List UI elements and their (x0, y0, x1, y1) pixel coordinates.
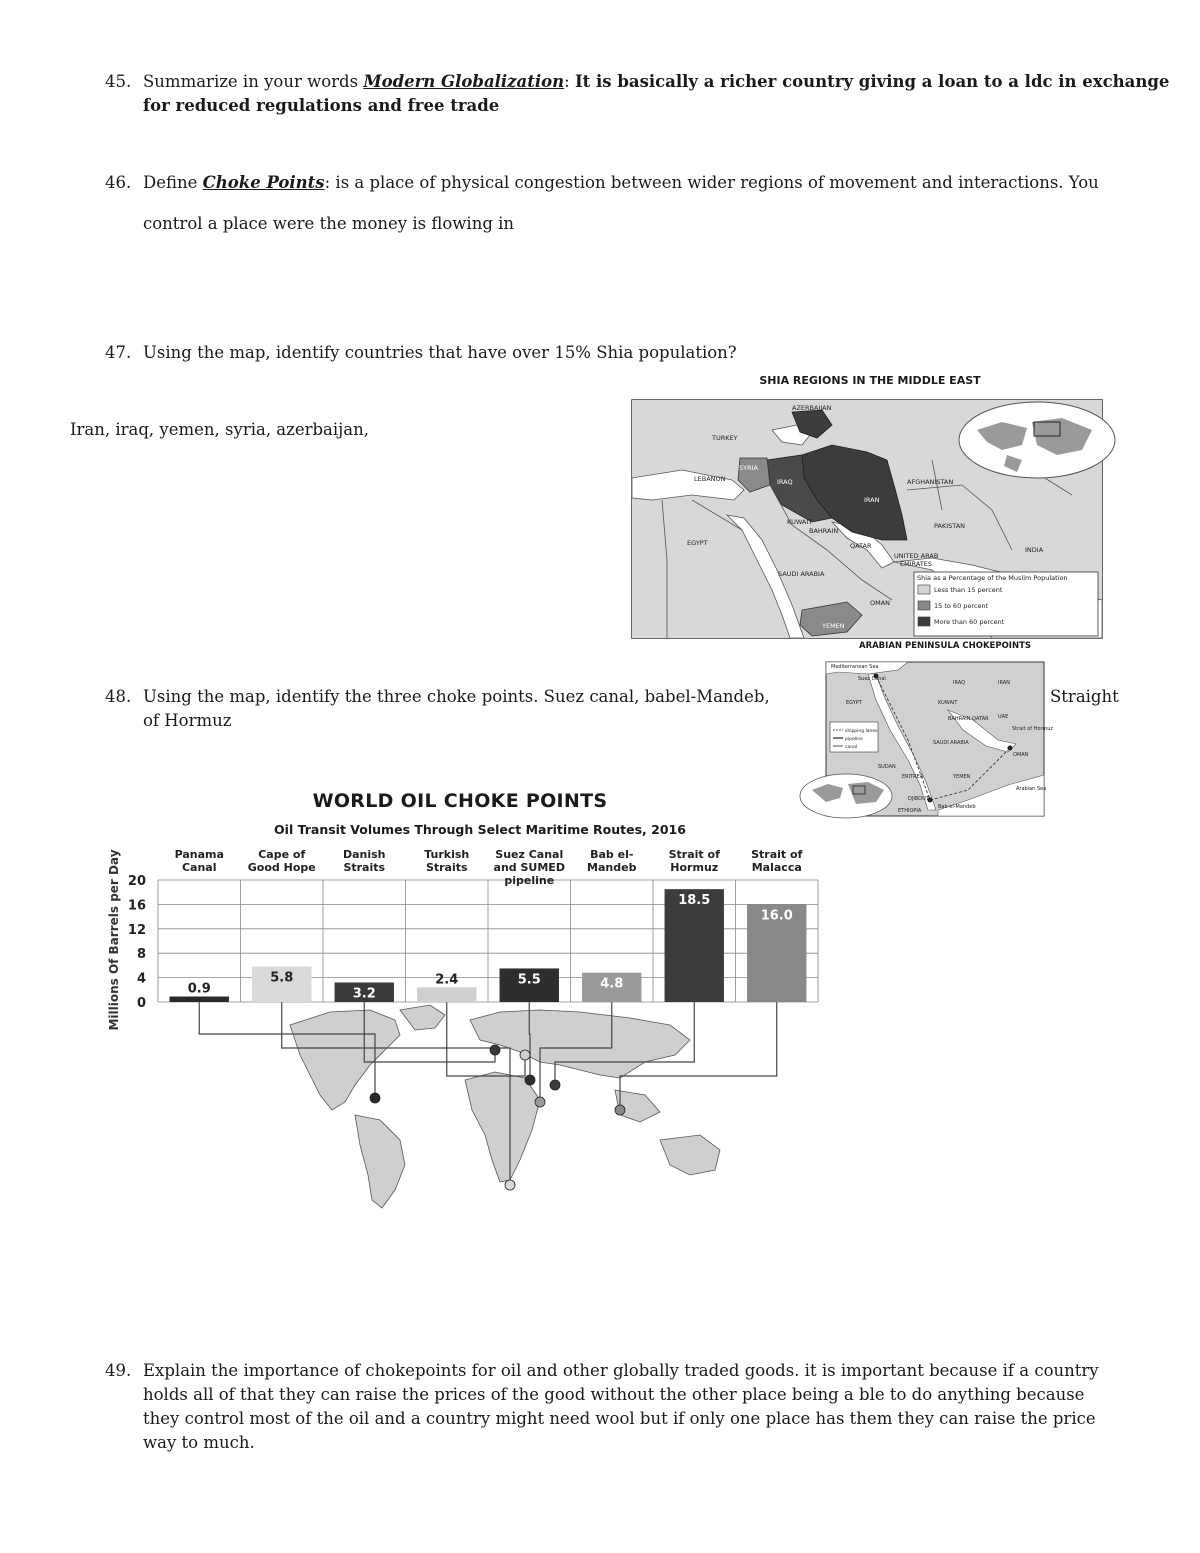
question-text: Using the map, identify countries that have over 15% Shia population? (143, 343, 737, 362)
answer-49-line4: way to much. (143, 1433, 255, 1452)
legend-canal: canal (845, 745, 858, 750)
choke-point-marker (525, 1075, 535, 1085)
category-label: Canal (181, 861, 217, 874)
label-yemen: YEMEN (953, 774, 971, 780)
label-saudi: SAUDI ARABIA (933, 740, 969, 746)
category-label: and SUMED (493, 861, 565, 874)
label-ethiopia: ETHIOPIA (898, 808, 922, 814)
shia-map-legend (914, 572, 1098, 636)
y-tick-label: 12 (127, 922, 146, 938)
question-prefix: Summarize in your words (143, 72, 364, 91)
bar-value-label: 5.5 (517, 972, 541, 988)
category-label: Panama (174, 848, 224, 861)
world-map (290, 1005, 720, 1208)
legend-pipeline: pipeline (845, 737, 863, 742)
label-india: INDIA (1025, 546, 1044, 554)
label-arabian-sea: Arabian Sea (1016, 786, 1047, 792)
colon: : (564, 72, 570, 91)
label-iran: IRAN (998, 680, 1010, 686)
shia-map-title: SHIA REGIONS IN THE MIDDLE EAST (759, 374, 981, 387)
choke-point-marker (520, 1050, 530, 1060)
shia-map (632, 400, 1102, 638)
question-number: 48. (105, 687, 132, 706)
question-number: 47. (105, 343, 132, 362)
legend-item-low: Less than 15 percent (934, 586, 1003, 594)
y-tick-label: 8 (136, 947, 146, 963)
legend-shipping: shipping lanes (845, 729, 878, 734)
answer-45-line1: It is basically a richer country giving a loan to a ldc in exchange (574, 72, 1170, 91)
label-lebanon: LEBANON (694, 475, 726, 483)
label-pakistan: PAKISTAN (934, 522, 966, 530)
choke-point-marker (550, 1080, 560, 1090)
label-syria: SYRIA (739, 464, 758, 472)
label-afghanistan: AFGHANISTAN (907, 478, 954, 486)
category-label: Straits (343, 861, 386, 874)
answer-46-line1: : is a place of physical congestion between wider regions of movement and interactions. You (324, 173, 1099, 192)
answer-49-line2: holds all of that they can raise the prices of the good without the other place being a ble to do anything because (143, 1385, 1085, 1404)
chart-title: WORLD OIL CHOKE POINTS (312, 790, 608, 812)
label-med-sea: Mediterranean Sea (831, 664, 879, 670)
arabian-map-legend (830, 722, 878, 752)
label-uae-1: UNITED ARAB (894, 552, 939, 560)
label-bahrain-qatar: BAHRAIN QATAR (948, 716, 989, 722)
category-label: Strait of (751, 848, 803, 861)
bar (417, 987, 476, 1002)
y-tick-label: 20 (127, 874, 146, 889)
choke-point-marker (505, 1180, 515, 1190)
question-number: 46. (105, 173, 132, 192)
y-axis-label: Millions Of Barrels per Day (107, 849, 121, 1031)
label-qatar: QATAR (850, 542, 872, 550)
answer-45-line2: for reduced regulations and free trade (143, 96, 500, 115)
answer-47: Iran, iraq, yemen, syria, azerbaijan, (70, 420, 369, 439)
choke-point-marker (535, 1097, 545, 1107)
category-label: Turkish (424, 848, 470, 861)
label-uae: UAE (998, 714, 1009, 720)
question-number: 45. (105, 72, 132, 91)
label-bahrain: BAHRAIN (809, 527, 839, 535)
bar-value-label: 18.5 (678, 893, 711, 909)
legend-title: Shia as a Percentage of the Muslim Population (917, 574, 1068, 582)
legend-item-mid: 15 to 60 percent (934, 602, 989, 610)
category-label: Danish (342, 848, 386, 861)
label-iraq: IRAQ (777, 478, 793, 486)
choke-point-marker (615, 1105, 625, 1115)
category-label: Straits (425, 861, 468, 874)
y-tick-label: 4 (136, 971, 146, 987)
label-bab: Bab el-Mandeb (938, 804, 976, 810)
chart-subtitle: Oil Transit Volumes Through Select Maritime Routes, 2016 (274, 822, 686, 837)
arabian-map-title: ARABIAN PENINSULA CHOKEPOINTS (858, 641, 1032, 651)
term-choke-points: Choke Points (202, 173, 325, 192)
label-iraq: IRAQ (953, 680, 966, 686)
bar-value-label: 0.9 (187, 981, 211, 997)
category-label: Cape of (258, 848, 306, 861)
bar-value-label: 5.8 (270, 970, 294, 986)
y-tick-label: 0 (136, 996, 146, 1011)
oil-chart (100, 840, 840, 1220)
legend-item-high: More than 60 percent (934, 618, 1005, 626)
label-egypt: EGYPT (846, 700, 862, 706)
label-suez: Suez Canal (858, 676, 886, 682)
label-turkey: TURKEY (712, 434, 738, 442)
term-modern-globalization: Modern Globalization (363, 72, 565, 91)
arabian-map (798, 660, 1054, 820)
label-azerbaijan: AZERBAIJAN (792, 404, 832, 412)
y-tick-label: 16 (127, 898, 146, 914)
category-label: Strait of (668, 848, 720, 861)
choke-point-marker (490, 1045, 500, 1055)
question-number: 49. (105, 1361, 132, 1380)
question-text-line2: of Hormuz (143, 711, 232, 730)
question-prefix: Define (143, 173, 203, 192)
label-kuwait: KUWAIT (938, 700, 958, 706)
label-yemen: YEMEN (822, 622, 845, 630)
bar-value-label: 3.2 (352, 986, 376, 1002)
label-uae-2: EMIRATES (900, 560, 933, 568)
label-djibouti: DJIBOUTI (908, 796, 931, 802)
bar-value-label: 2.4 (435, 972, 459, 988)
bar-value-label: 16.0 (760, 908, 793, 924)
category-label: Bab el- (590, 848, 634, 861)
label-oman: OMAN (1013, 752, 1029, 758)
label-sudan: SUDAN (878, 764, 896, 770)
bar-value-label: 4.8 (600, 976, 624, 992)
label-iran: IRAN (864, 496, 880, 504)
category-label: pipeline (504, 874, 555, 887)
label-eritrea: ERITREA (902, 774, 924, 780)
choke-point-marker (370, 1093, 380, 1103)
label-saudi: SAUDI ARABIA (778, 570, 825, 578)
bar (170, 997, 229, 1002)
question-48-continuation: Straight (1050, 687, 1119, 706)
category-label: Mandeb (587, 861, 637, 874)
answer-46-line2: control a place were the money is flowing in (143, 214, 515, 233)
category-label: Malacca (751, 861, 802, 874)
answer-49-line1: Explain the importance of chokepoints for oil and other globally traded goods. it is important because if a country (143, 1361, 1099, 1380)
label-egypt: EGYPT (687, 539, 708, 547)
category-label: Suez Canal (495, 848, 564, 861)
label-hormuz: Strait of Hormuz (1012, 726, 1054, 732)
question-text: Using the map, identify the three choke points. Suez canal, babel-Mandeb, (143, 687, 770, 706)
label-oman: OMAN (870, 599, 891, 607)
label-kuwait: KUWAIT (787, 518, 813, 526)
category-label: Hormuz (670, 861, 719, 874)
category-label: Good Hope (247, 861, 316, 874)
answer-49-line3: they control most of the oil and a country might need wool but if only one place has them they can raise the price (143, 1409, 1096, 1428)
